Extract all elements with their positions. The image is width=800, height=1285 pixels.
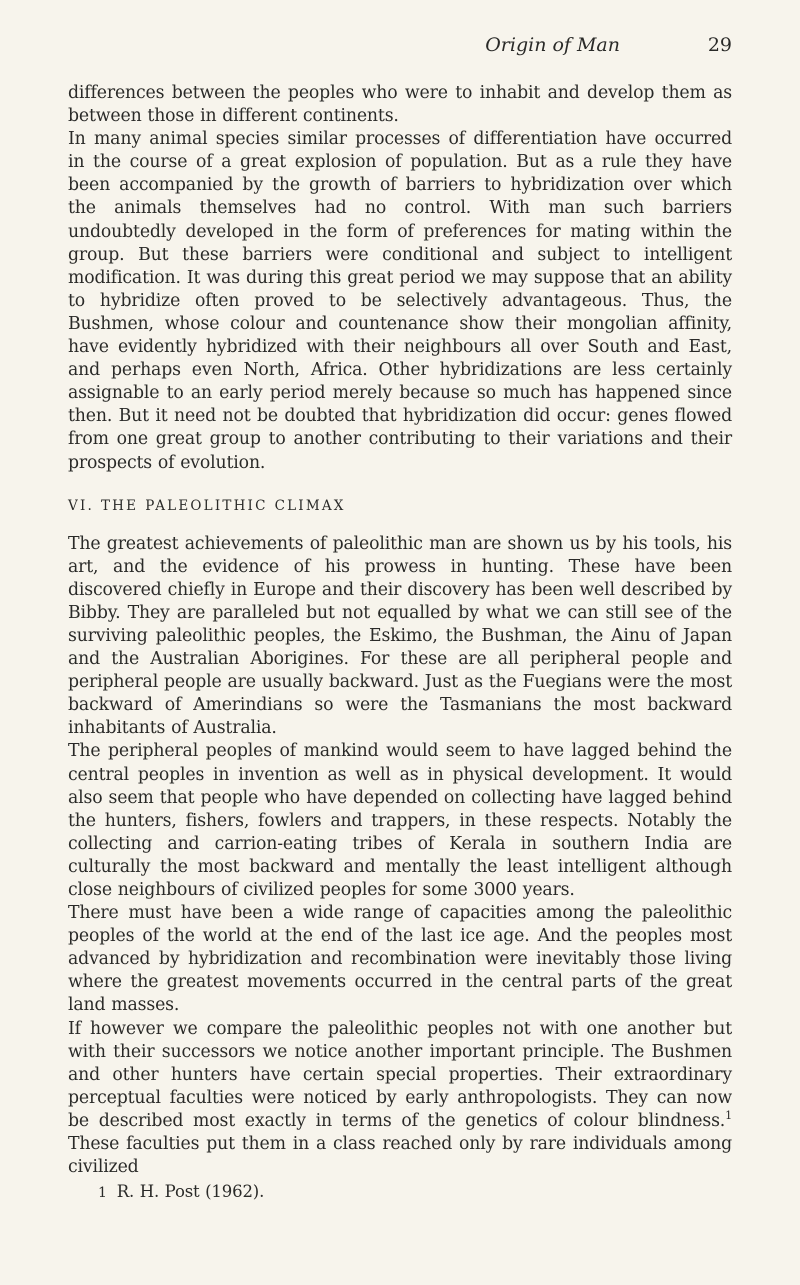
footnote-text: R. H. Post (1962). (116, 1182, 265, 1202)
paragraph-continued: differences between the peoples who were to inhabit and develop them as between those in different continents. (68, 83, 732, 127)
paragraph-text-continued: These faculties put them in a class reached only by rare individuals among civilized (68, 1134, 732, 1178)
page-number: 29 (707, 34, 732, 56)
paragraph-differentiation: In many animal species similar processes of differentiation have occurred in the course of a great explosion of population. But as a rule they have been accompanied by the growth of barriers to hybridization over which the animals themselves had no control. With man such barriers undoubtedly developed in the form of preferences for mating within the group. But these barriers were conditional and subject to intelligent modification. It was during this great period we may suppose that an ability to hybridize often proved to be selectively advantageous. Thus, the Bushmen, whose colour and countenance show their mongolian affinity, have evidently hybridized with their neighbours all over South and East, and perhaps even North, Africa. Other hybridizations are less certainly assignable to an early period merely because so much has happened since then. But it need not be doubted that hybridization did occur: genes flowed from one great group to another contributing to their variations and their prospects of evolution. (68, 129, 732, 473)
paragraph-successors (68, 1018, 732, 1180)
paragraph-peripheral-peoples: The peripheral peoples of mankind would seem to have lagged behind the central peoples in invention as well as in physical development. It would also seem that people who have depended on collecting have lagged behind the hunters, fishers, fowlers and trappers, in these respects. Notably the collecting and carrion-eating tribes of Kerala in southern India are culturally the most backward and mentally the least intelligent although close neighbours of civilized peoples for some 3000 years. (68, 741, 732, 900)
footnote (68, 1181, 732, 1204)
body-text (68, 82, 732, 1204)
running-head (68, 34, 732, 64)
footnote-number: 1 (98, 1185, 107, 1202)
paragraph-text: If however we compare the paleolithic peoples not with one another but with their successors we notice another important principle. The Bushmen and other hunters have certain special properties. Their extraordinary perceptual faculties were noticed by early anthropologists. They can now be described most exactly in terms of the genetics of colour blindness. (68, 1018, 732, 1131)
paragraph-range-of-capacities: There must have been a wide range of capacities among the paleolithic peoples of the world at the end of the last ice age. And the peoples most advanced by hybridization and recombination were inevitably those living where the greatest movements occurred in the central parts of the great land masses. (68, 903, 732, 1016)
section-heading: VI. THE PALEOLITHIC CLIMAX (68, 497, 346, 514)
running-title: Origin of Man (485, 34, 620, 56)
paragraph-achievements: The greatest achievements of paleolithic man are shown us by his tools, his art, and the evidence of his prowess in hunting. These have been discovered chiefly in Europe and their discovery has been well described by Bibby. They are paralleled but not equalled by what we can still see of the surviving paleolithic peoples, the Eskimo, the Bushman, the Ainu of Japan and the Australian Aborigines. For these are all peripheral people and peripheral people are usually backward. Just as the Fuegians were the most backward of Amerindians so were the Tasmanians the most backward inhabitants of Australia. (68, 533, 732, 739)
footnote-reference: 1 (725, 1109, 732, 1123)
